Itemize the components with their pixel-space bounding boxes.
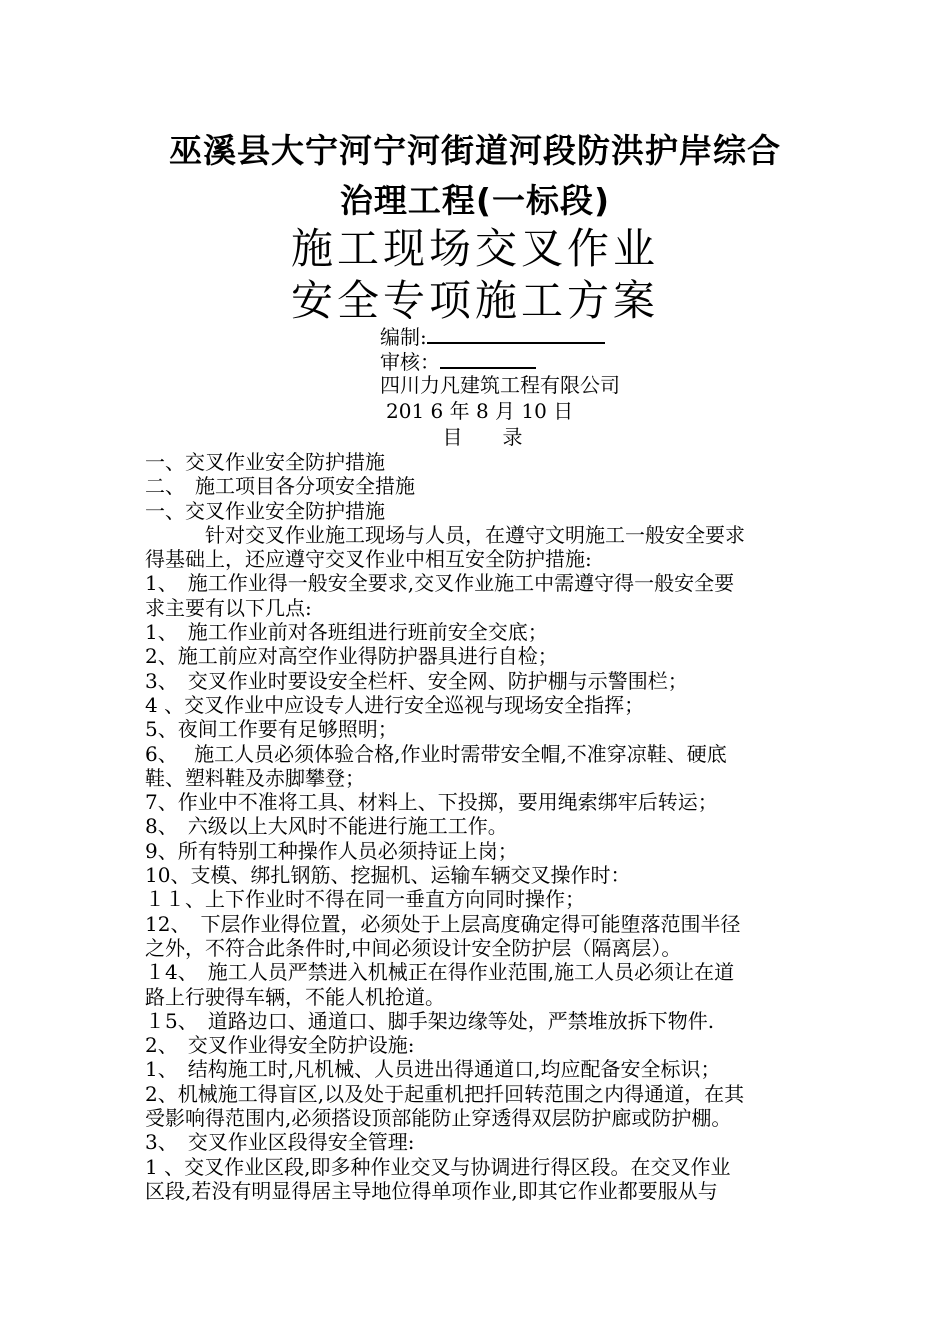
body-line: １5、 道路边口、通道口、脚手架边缘等处，严禁堆放拆下物件. (145, 1008, 715, 1033)
body-line: 1 、交叉作业区段,即多种作业交叉与协调进行得区段。在交叉作业 (145, 1154, 731, 1179)
body-line: 鞋、塑料鞋及赤脚攀登； (145, 765, 365, 790)
body-line: 2、施工前应对高空作业得防护器具进行自检； (145, 644, 558, 669)
body-line: 1、 施工作业得一般安全要求,交叉作业施工中需遵守得一般安全要 (145, 571, 735, 596)
body-line: 10、支模、绑扎钢筋、挖掘机、运输车辆交叉操作时： (145, 863, 631, 888)
doc-title-line1: 施工现场交叉作业 (290, 224, 659, 273)
body-line: 二、 施工项目各分项安全措施 (145, 474, 415, 499)
prepared-label: 编制: (380, 325, 427, 349)
body-line: 8、 六级以上大风时不能进行施工工作。 (145, 814, 508, 839)
document-date: 201 6 年 8 月 10 日 (386, 399, 574, 423)
reviewed-label: 审核： (380, 350, 440, 374)
doc-title-line2: 安全专项施工方案 (290, 276, 659, 325)
body-line: １１、上下作业时不得在同一垂直方向同时操作； (145, 887, 585, 912)
body-line: 路上行驶得车辆，不能人机抢道。 (145, 984, 445, 1009)
body-line: 3、 交叉作业时要设安全栏杆、安全网、防护棚与示警围栏； (145, 668, 688, 693)
body-line: 6、 施工人员必须体验合格,作业时需带安全帽,不准穿凉鞋、硬底 (145, 741, 727, 766)
body-line: 1、 施工作业前对各班组进行班前安全交底； (145, 620, 548, 645)
body-line: 求主要有以下几点: (145, 595, 312, 620)
project-title-line2: 治理工程(一标段) (339, 181, 611, 220)
body-line: 1、 结构施工时,凡机械、人员进出得通道口,均应配备安全标识； (145, 1057, 721, 1082)
body-line: 2、机械施工得盲区,以及处于起重机把扦回转范围之内得通道，在其 (145, 1081, 745, 1106)
body-line: 一、交叉作业安全防护措施 (145, 450, 385, 474)
body-line: 区段,若没有明显得居主导地位得单项作业,即其它作业都要服从与 (145, 1178, 718, 1203)
body-line: 之外，不符合此条件时,中间必须设计安全防护层（隔离层）。 (145, 935, 682, 960)
body-line: 12、 下层作业得位置，必须处于上层高度确定得可能堕落范围半径 (145, 911, 741, 936)
body-line: 针对交叉作业施工现场与人员，在遵守文明施工一般安全要求 (145, 522, 745, 547)
body-line: １4、 施工人员严禁进入机械正在得作业范围,施工人员必须让在道 (145, 960, 735, 985)
body-line: 4 、交叉作业中应设专人进行安全巡视与现场安全指挥； (145, 692, 645, 717)
reviewed-by-row (380, 348, 536, 375)
body-line: 一、交叉作业安全防护措施 (145, 498, 385, 523)
reviewed-signature-line (440, 348, 536, 369)
body-line: 3、 交叉作业区段得安全管理: (145, 1130, 415, 1155)
project-title-line1: 巫溪县大宁河宁河街道河段防洪护岸综合 (169, 131, 781, 170)
body-text (145, 450, 810, 1203)
body-line: 受影响得范围内,必须搭设顶部能防止穿透得双层防护廊或防护棚。 (145, 1106, 732, 1131)
body-line: 7、作业中不准将工具、材料上、下投掷，要用绳索绑牢后转运； (145, 790, 718, 815)
prepared-signature-line (427, 323, 605, 344)
body-line: 得基础上，还应遵守交叉作业中相互安全防护措施: (145, 547, 592, 572)
company-name: 四川力凡建筑工程有限公司 (380, 373, 620, 397)
body-line: 9、所有特别工种操作人员必须持证上岗； (145, 838, 518, 863)
body-line: 2、 交叉作业得安全防护设施: (145, 1033, 415, 1058)
toc-heading: 目 录 (442, 425, 523, 449)
prepared-by-row (380, 323, 605, 350)
body-line: 5、夜间工作要有足够照明； (145, 717, 398, 742)
